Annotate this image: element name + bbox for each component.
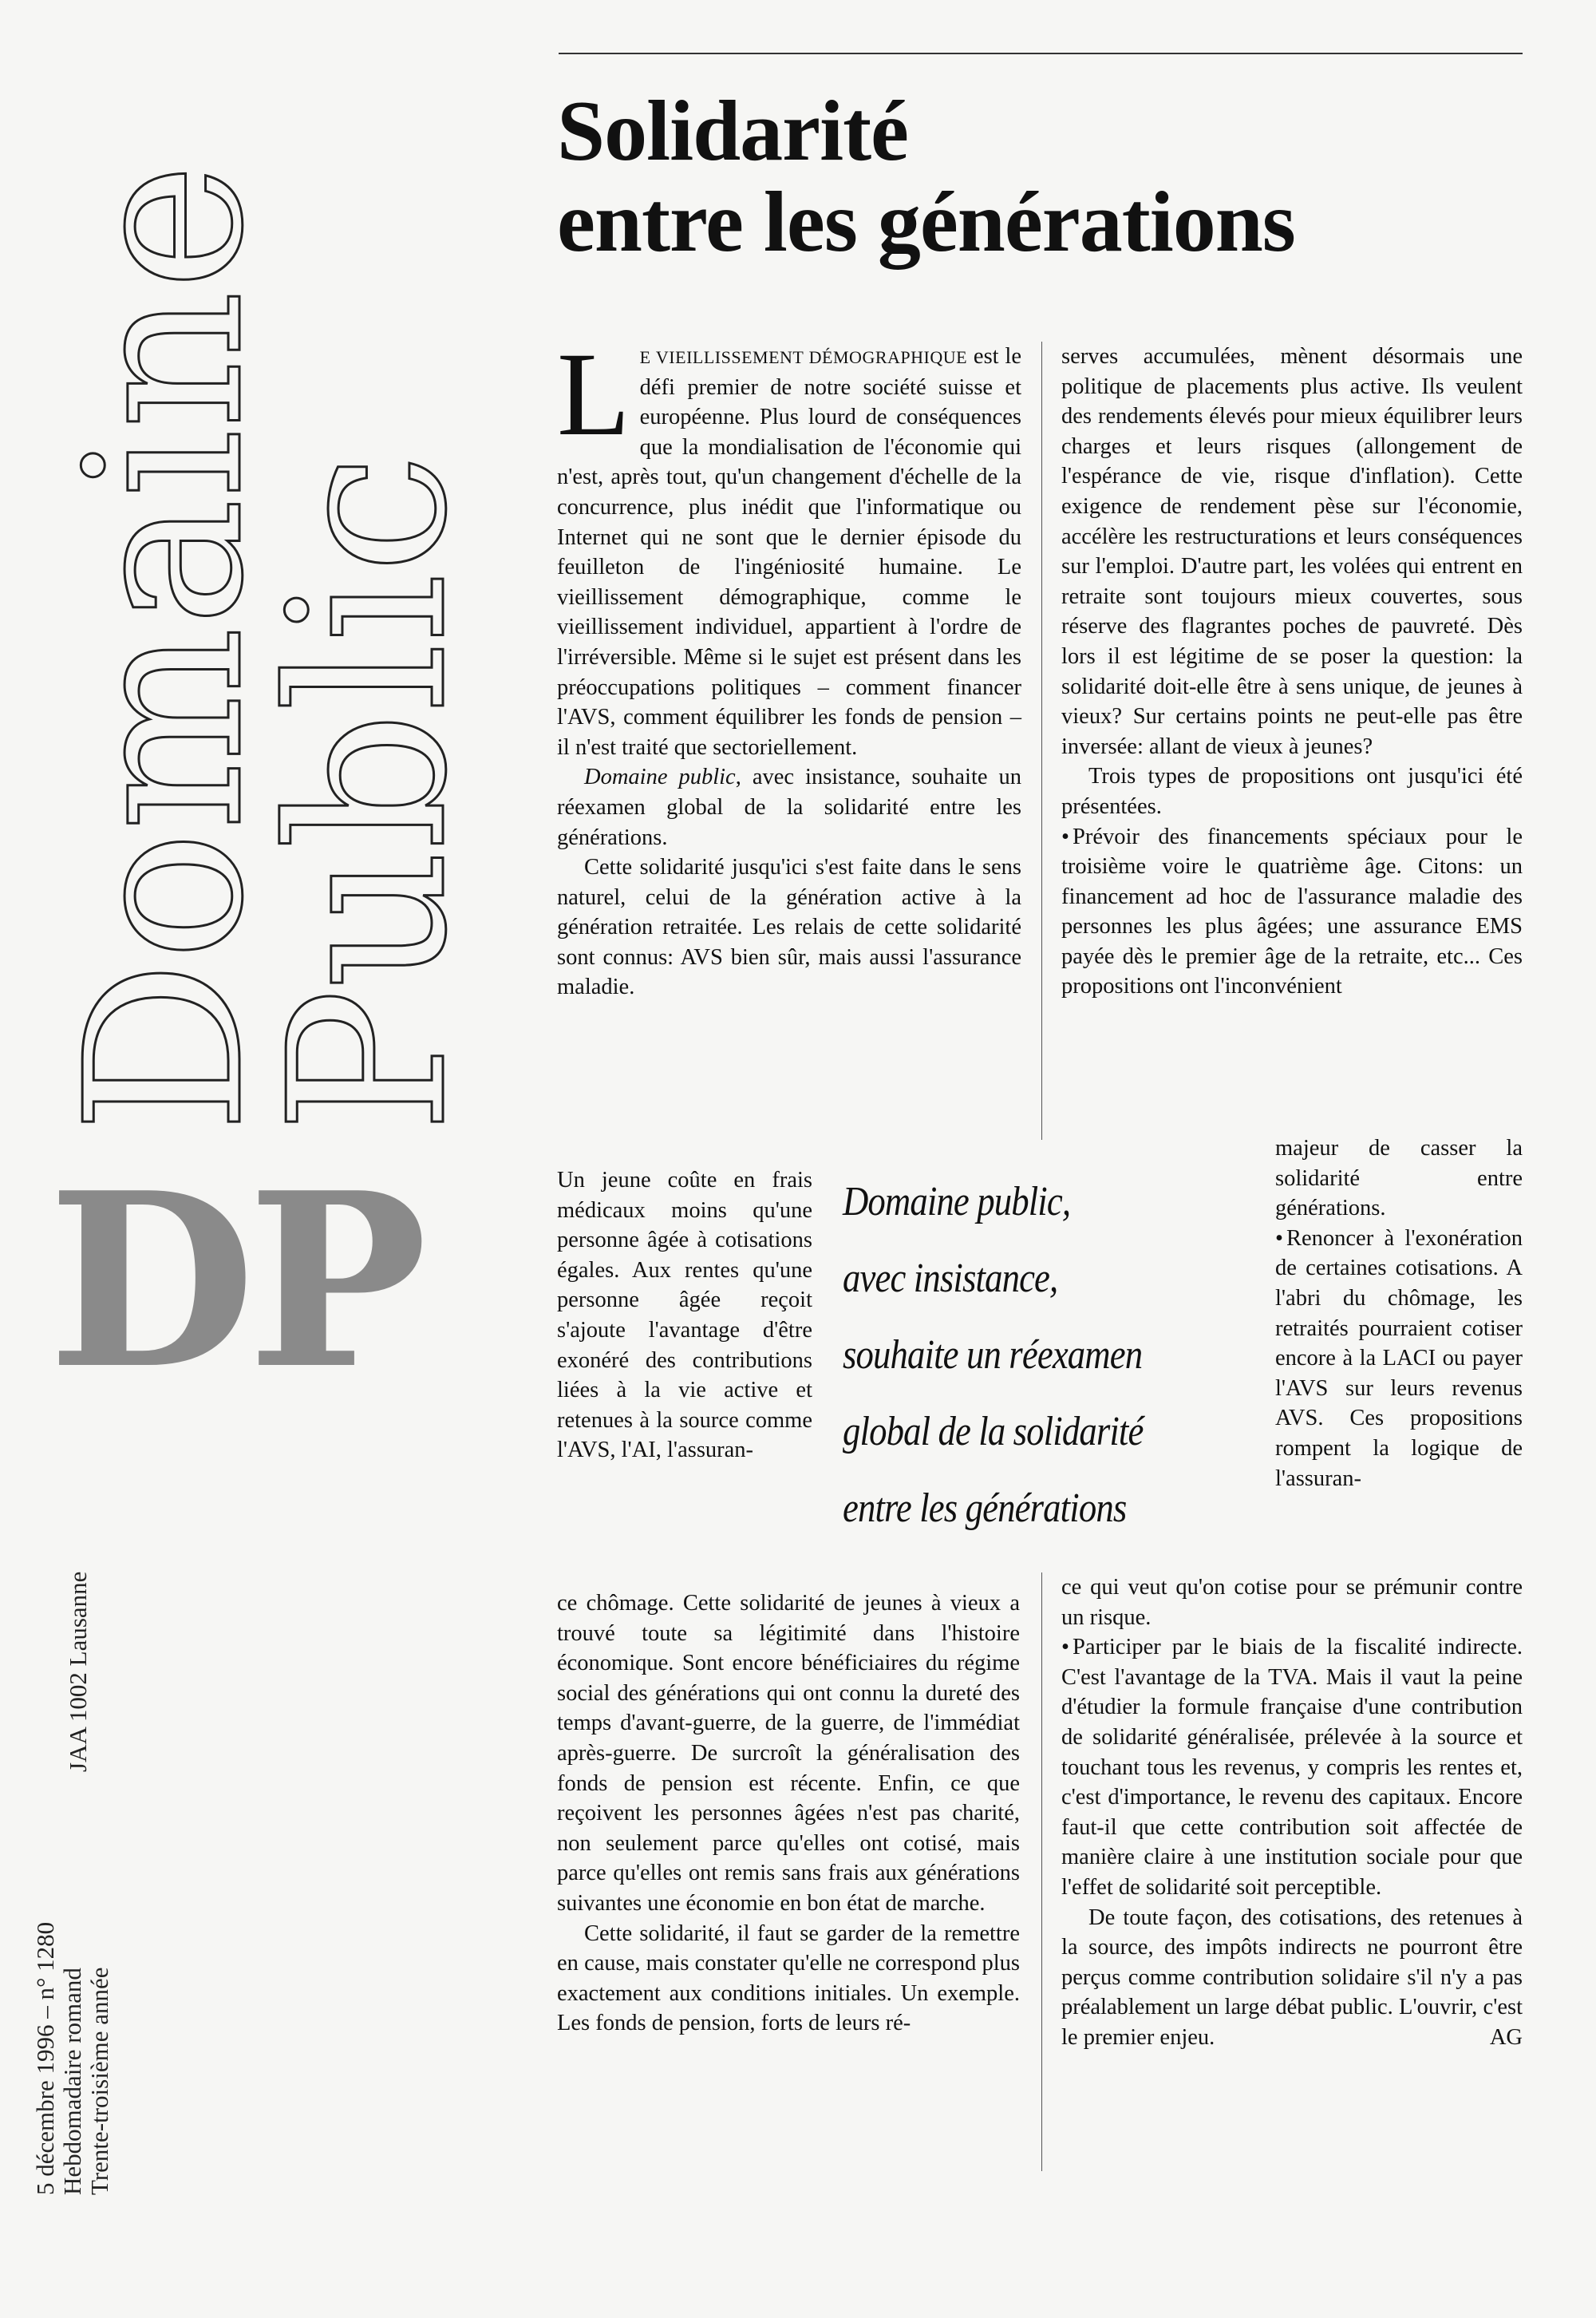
bullet-item-1: • Prévoir des financements spéciaux pour le troisième voire le quatrième âge. Citons: un financement ad hoc de l'assurance maladie des personnes les plus âgées; une assurance EMS payée dès le premier âge de la retraite, etc... Ces propositions ont l'inconvénient xyxy=(1061,822,1523,1003)
masthead-title-public: Public xyxy=(243,453,494,1133)
paragraph-3-narrow: Un jeune coûte en frais médicaux moins qu'une personne âgée à cotisations égales. Aux rentes qu'une personne âgée reçoit s'ajoute l'avantage d'être exonéré des contributions liées à la vie active et retenues à la source comme l'AVS, l'AI, l'assuran- xyxy=(557,1168,812,1463)
article-column-left-bottom xyxy=(557,1588,1020,2039)
paragraph-4: Cette solidarité, il faut se garder de la remettre en cause, mais constater qu'elle ne correspond plus exactement aux conditions initiales. Un exemple. Les fonds de pension, forts de leurs ré- xyxy=(557,1920,1020,2036)
paragraph-7-text: De toute façon, des cotisations, des retenues à la source, des impôts indirects ne pourront être perçus comme contribution solidaire s'il n'y a pas préalablement un large débat public. L'ouvrir, c'est le premier enjeu. xyxy=(1061,1905,1523,2050)
dateline-date-issue: 5 décembre 1996 – n° 1280 xyxy=(31,1921,59,2195)
publication-name: Domaine public xyxy=(584,765,736,790)
article-column-right-narrow xyxy=(1275,1133,1523,1493)
paragraph-6: Trois types de propositions ont jusqu'ici été présentées. xyxy=(1061,764,1523,819)
headline-line-1: Solidarité xyxy=(557,84,908,179)
bullet-item-2-end: ce qui veut qu'on cotise pour se prémunir contre un risque. xyxy=(1061,1575,1523,1630)
bullet-item-3: • Participer par le biais de la fiscalité indirecte. C'est l'avantage de la TVA. Mais il vaut la peine d'étudier la formule française d'une contribution de solidarité généralisée, prélevée à la source et touchant tous les revenus, y compris les rentes et, c'est d'importance, le revenu des capitaux. Encore faut-il que cette contribution soit affectée de manière claire à une institution sociale pour que l'effet de solidarité soit perceptible. xyxy=(1061,1632,1523,1902)
dateline xyxy=(32,1397,113,2195)
paragraph-2-text: , avec insistance, souhaite un réexamen global de la solidarité entre les générations. xyxy=(557,765,1022,850)
dropcap: L xyxy=(557,328,630,461)
article-column-left-top xyxy=(557,328,1022,1003)
author-signature: AG xyxy=(1489,2024,1523,2050)
paragraph-7 xyxy=(1061,1903,1523,2053)
pull-quote-line-1: Domaine public, xyxy=(843,1179,1071,1224)
pull-quote-line-2: avec insistance, xyxy=(843,1256,1058,1301)
masthead-title-domaine: Domaine xyxy=(39,162,290,1133)
lead-smallcaps: E VIEILLISSEMENT DÉMOGRAPHIQUE xyxy=(639,347,968,367)
bullet-item-1-narrow: majeur de casser la solidarité entre générations. xyxy=(1275,1136,1523,1221)
article-column-left-narrow xyxy=(557,1165,812,1466)
masthead-logo xyxy=(0,0,495,1437)
article-column-right-top xyxy=(1061,342,1523,1002)
top-rule xyxy=(559,53,1523,54)
bullet-item-2: • Renoncer à l'exonération de certaines cotisations. A l'abri du chômage, les retraités pourraient cotiser encore à la LACI ou payer l'AVS sur leurs revenus AVS. Ces propositions rompent la logique de l'assuran- xyxy=(1275,1224,1523,1493)
dateline-year: Trente-troisième année xyxy=(85,1967,113,2195)
pull-quote-line-3: souhaite un réexamen xyxy=(843,1332,1143,1378)
pull-quote xyxy=(843,1164,1199,1547)
headline-line-2: entre les générations xyxy=(557,175,1295,270)
dateline-postal: JAA 1002 Lausanne xyxy=(64,1571,92,1772)
pull-quote-line-4: global de la solidarité xyxy=(843,1409,1144,1454)
column-rule-top xyxy=(1041,342,1042,1140)
paragraph-3: Cette solidarité jusqu'ici s'est faite dans le sens naturel, celui de la génération active à la génération retraitée. Les relais de cette solidarité sont connus: AVS bien sûr, mais aussi l'assurance maladie. xyxy=(557,855,1021,1000)
paragraph-5: serves accumulées, mènent désormais une politique de placements plus active. Ils veulent des rendements élevés pour mieux équilibrer leurs charges et leurs risques (allongement de l'espérance de vie, risque d'inflation). Cette exigence de rendement pèse sur l'économie, accélère les restructurations et leurs conséquences sur l'emploi. D'autre part, les volées qui entrent en retraite sont toujours mieux couvertes, sous réserve des flagrantes poches de pauvreté. Dès lors il est légitime de se poser la question: la solidarité doit-elle être à sens unique, de jeunes à vieux? Sur certains points ne peut-elle pas être inversée: allant de vieux à jeunes? xyxy=(1061,344,1523,759)
article-column-right-bottom xyxy=(1061,1572,1523,2053)
article-headline xyxy=(557,86,1531,268)
paragraph-2 xyxy=(557,762,1021,852)
paragraph-3-end: ce chômage. Cette solidarité de jeunes à vieux a trouvé toute sa légitimité dans l'histoire économique. Sont encore bénéficiaires du régime social des générations qui ont connu la dureté des temps d'avant-guerre, de la guerre, de l'immédiat après-guerre. De surcroît la généralisation des fonds de pension est récente. Enfin, ce que reçoivent les personnes âgées n'est pas charité, non seulement parce qu'elles ont cotisé, mais parce qu'elles ont remis sans frais aux générations suivantes une économie en bon état de marche. xyxy=(557,1591,1020,1916)
column-rule-bottom xyxy=(1041,1572,1042,2171)
dateline-frequency: Hebdomadaire romand xyxy=(58,1968,86,2195)
pull-quote-line-5: entre les générations xyxy=(843,1485,1127,1531)
paragraph-1-text: est le défi premier de notre société suisse et européenne. Plus lourd de conséquences que la mondialisation de l'économie qui n'est, après tout, qu'un changement d'échelle de la concurrence, plus inédit que l'informatique ou Internet qui ne sont que le dernier épisode du feuilleton de l'ingéniosité humaine. Le vieillissement démographique, comme le vieillissement individuel, appartient à l'ordre de l'irréversible. Même si le sujet est présent dans les préoccupations politiques – comment financer l'AVS, comment équilibrer les fonds de pension – il n'est traité que sectoriellement. xyxy=(557,344,1022,760)
paragraph-lead xyxy=(557,328,1022,762)
masthead-initials: DP xyxy=(48,1140,420,1422)
